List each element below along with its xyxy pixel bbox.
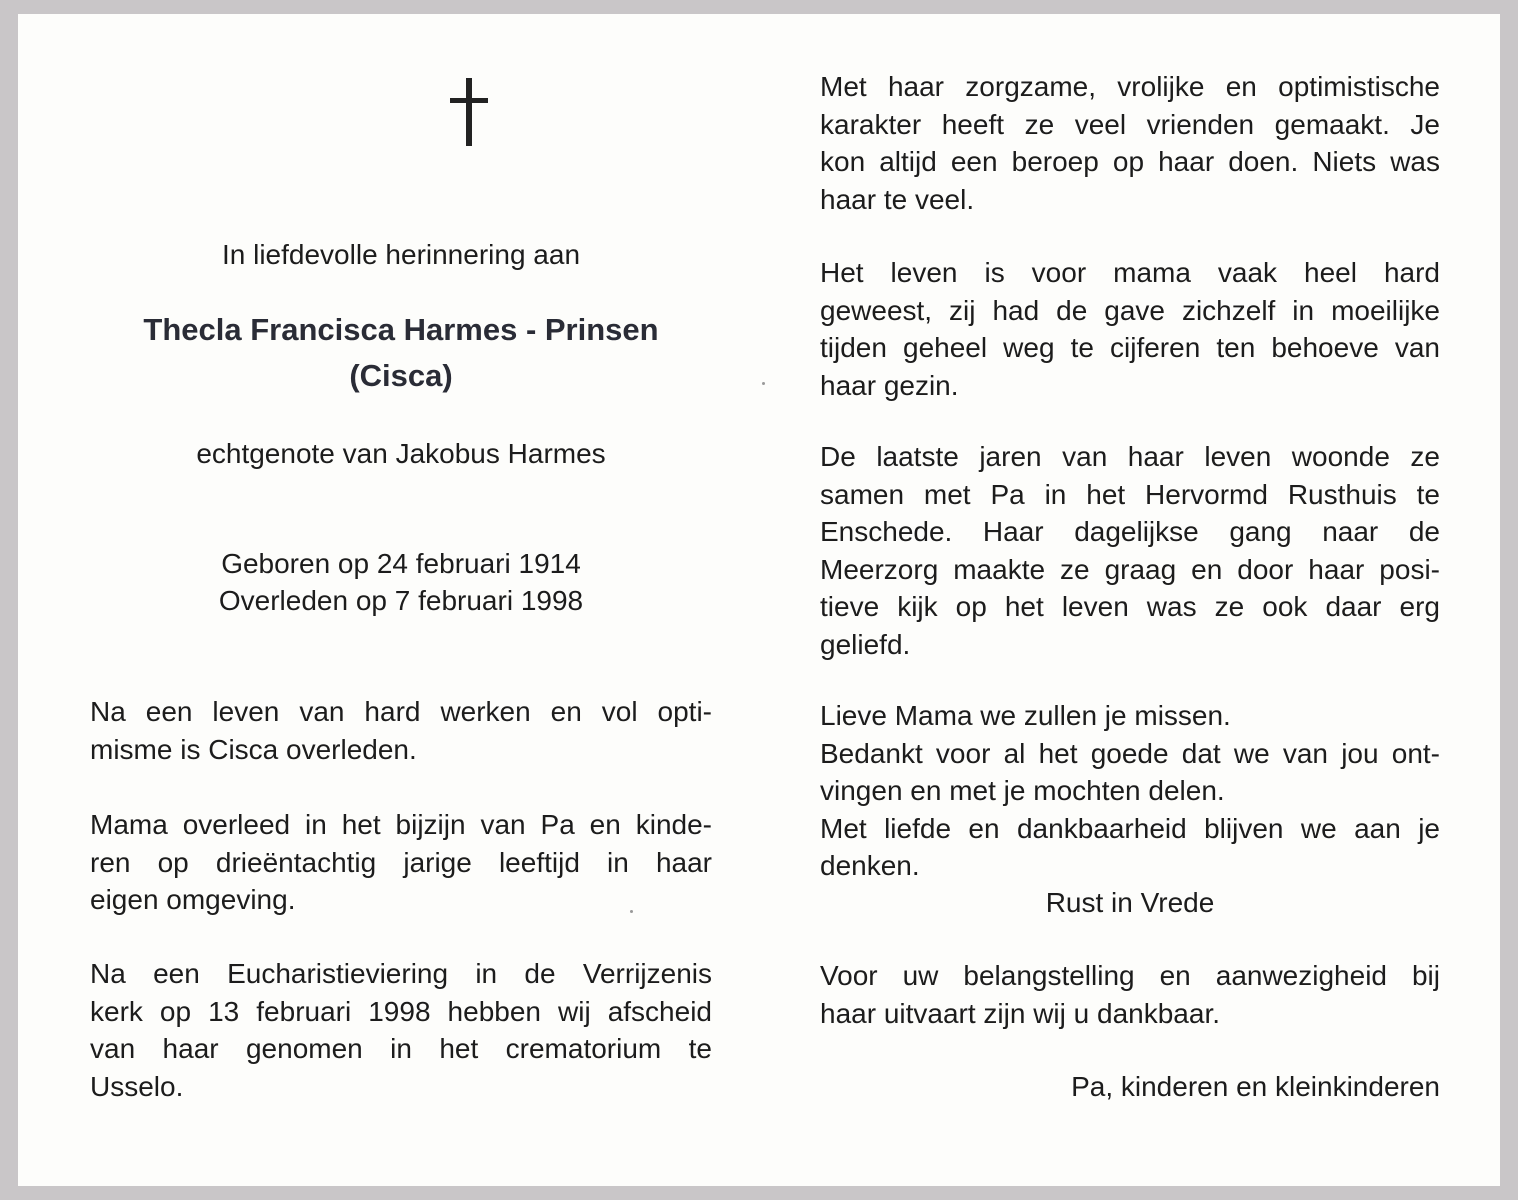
signature: Pa, kinderen en kleinkinderen [1071,1071,1440,1102]
text-line: samen met Pa in het Hervormd Rusthuis te [820,478,1440,510]
text-line: Met haar zorgzame, vrolijke en optimistische [820,71,1440,102]
paper-speck [762,382,765,385]
text-line: Enschede. Haar dagelijkse gang naar de [820,516,1440,547]
intro-text: In liefdevolle herinnering aan [221,239,581,270]
text-line: geweest, zij had de gave zichzelf in moeilijke [820,294,1440,326]
paragraph-character [820,68,1440,218]
paragraph-life [90,693,712,768]
paragraph-hard-life [820,254,1440,404]
text-line: haar uitvaart zijn wij u dankbaar. [820,997,1220,1029]
paper-speck [630,910,633,913]
deceased-nickname: (Cisca) [349,358,453,393]
text-line: Usselo. [90,1070,184,1102]
deceased-name: Thecla Francisca Harmes - Prinsen [143,312,659,347]
text-line: Met liefde en dankbaarheid blijven we aan je [820,812,1440,844]
text-line: haar te veel. [820,183,975,215]
paragraph-last-years [820,438,1440,663]
text-line: karakter heeft ze veel vrienden gemaakt. Je [820,108,1440,140]
text-line: Na een leven van hard werken en vol opti- [90,696,712,727]
text-line: tijden geheel weg te cijferen ten behoeve van [820,332,1440,363]
cross-icon [450,78,488,146]
text-line: geliefd. [820,628,911,660]
text-line: haar gezin. [820,369,959,401]
text-line: Meerzorg maakte ze graag en door haar posi- [820,553,1440,585]
text-line: eigen omgeving. [90,884,296,915]
paragraph-goodbye [820,697,1440,885]
text-line: ren op drieëntachtig jarige leeftijd in haar [90,846,712,878]
memorial-card [18,14,1500,1186]
text-line: Voor uw belangstelling en aanwezigheid bij [820,960,1440,991]
paragraph-passing [90,806,712,919]
paragraph-farewell [90,955,712,1105]
birth-date: Geboren op 24 februari 1914 [221,548,581,579]
text-line: kerk op 13 februari 1998 hebben wij afscheid [90,995,712,1027]
text-line: De laatste jaren van haar leven woonde ze [820,441,1440,472]
text-line: vingen en met je mochten delen. [820,775,1225,806]
text-line: Lieve Mama we zullen je missen. [820,700,1231,731]
text-line: kon altijd een beroep op haar doen. Niets was [820,146,1440,177]
rest-in-peace: Rust in Vrede [1045,887,1215,918]
death-date: Overleden op 7 februari 1998 [218,585,584,616]
spouse-text: echtgenote van Jakobus Harmes [196,438,606,469]
paragraph-thanks [820,957,1440,1032]
text-line: denken. [820,850,920,881]
text-line: Na een Eucharistieviering in de Verrijzenis [90,958,712,989]
text-line: Het leven is voor mama vaak heel hard [820,257,1440,288]
text-line: van haar genomen in het crematorium te [90,1033,712,1064]
text-line: misme is Cisca overleden. [90,733,417,765]
text-line: Mama overleed in het bijzijn van Pa en kinde- [90,809,712,840]
text-line: Bedankt voor al het goede dat we van jou ont- [820,737,1440,769]
text-line: tieve kijk op het leven was ze ook daar erg [820,591,1440,622]
